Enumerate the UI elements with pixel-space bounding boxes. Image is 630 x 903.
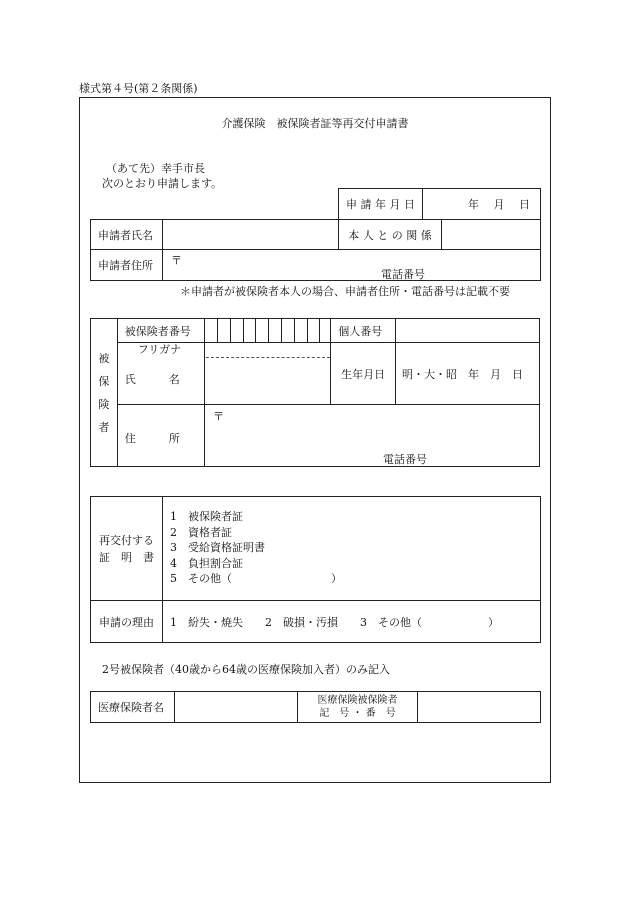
applicant-name-field[interactable] [163, 220, 339, 250]
insurance-number-label-line1: 医療保険被保険者 [317, 695, 398, 706]
insurance-number-label [298, 692, 418, 723]
insured-table [90, 318, 540, 467]
insured-number-digit[interactable] [282, 319, 295, 343]
insurance-number-label-line2: 記 号 ・ 番 号 [319, 708, 396, 719]
applicant-name-label: 申請者氏名 [91, 220, 163, 250]
certificate-list [163, 497, 541, 601]
certificate-option[interactable]: 2 資格者証 [170, 525, 232, 539]
relation-field[interactable] [442, 220, 541, 250]
name-field[interactable] [205, 357, 331, 404]
insured-number-digit[interactable] [205, 319, 218, 343]
insured-number-digit[interactable] [269, 319, 282, 343]
certificate-option[interactable]: 4 負担割合証 [170, 556, 243, 570]
insured-postal-mark: 〒 [213, 410, 225, 423]
side-char-2: 保 [98, 374, 110, 388]
insured-address-field[interactable] [205, 405, 540, 467]
applicant-address-field[interactable] [163, 250, 541, 281]
furigana-field[interactable] [205, 343, 330, 357]
insured-side-label [91, 319, 118, 467]
applicant-note: ＊申請者が被保険者本人の場合、申請者住所・電話番号は記載不要 [180, 285, 510, 298]
insured-number-digit[interactable] [230, 319, 243, 343]
reissue-label-line2: 証 明 書 [99, 550, 154, 564]
form-number: 様式第４号(第２条関係) [79, 82, 198, 95]
insured-number-digit[interactable] [294, 319, 307, 343]
personal-number-field[interactable] [395, 319, 539, 343]
reissue-label-line1: 再交付する [99, 533, 154, 547]
reissue-label-cell [91, 497, 163, 601]
certificate-option[interactable]: 3 受給資格証明書 [170, 541, 265, 554]
insured-name-field[interactable] [205, 343, 331, 405]
certificate-option[interactable]: 5 その他（ ） [170, 572, 342, 585]
side-char-4: 者 [98, 420, 110, 434]
side-char-3: 険 [98, 397, 110, 411]
reason-options[interactable]: 1 紛失・焼失 2 破損・汚損 3 その他（ ） [163, 601, 541, 643]
insurer-name-label: 医療保険者名 [91, 692, 175, 723]
insured-name-label-cell [117, 343, 204, 405]
insured-number-digit[interactable] [256, 319, 269, 343]
application-date-table [338, 188, 541, 220]
applicant-table [90, 219, 541, 281]
insured-number-digit[interactable] [307, 319, 320, 343]
intro-text: 次のとおり申請します。 [102, 177, 223, 190]
furigana-label: フリガナ [137, 343, 182, 356]
insured-number-digit[interactable] [243, 319, 256, 343]
postal-mark: 〒 [171, 254, 182, 267]
reissue-table [90, 496, 541, 643]
insurer-name-field[interactable] [175, 692, 298, 723]
birth-date-label: 生年月日 [331, 343, 396, 405]
form-title: 介護保険 被保険者証等再交付申請書 [221, 117, 409, 130]
insured-number-label: 被保険者番号 [117, 319, 204, 343]
reason-label: 申請の理由 [91, 601, 163, 643]
insured-phone-label: 電話番号 [383, 453, 428, 466]
birth-date-field[interactable]: 明・大・昭 年 月 日 [395, 343, 539, 405]
certificate-option[interactable]: 1 被保険者証 [170, 510, 243, 523]
side-char-1: 被 [98, 351, 110, 365]
application-date-field[interactable]: 年 月 日 [423, 189, 541, 220]
application-date-label: 申 請 年 月 日 [339, 189, 423, 220]
applicant-address-label: 申請者住所 [91, 250, 163, 281]
insured-number-digit[interactable] [217, 319, 230, 343]
medical-insurance-table [90, 691, 541, 723]
addressee: （あて先）幸手市長 [106, 162, 205, 175]
insured-number-digit[interactable] [320, 319, 331, 343]
personal-number-label: 個人番号 [331, 319, 396, 343]
insured-address-label: 住 所 [117, 405, 204, 467]
secondary-insured-note: 2号被保険者（40歳から64歳の医療保険加入者）のみ記入 [102, 663, 390, 676]
insurance-number-field[interactable] [418, 692, 541, 723]
applicant-phone-label: 電話番号 [381, 268, 425, 281]
relation-label: 本 人 と の 関 係 [339, 220, 442, 250]
insured-name-label: 氏 名 [124, 373, 180, 386]
